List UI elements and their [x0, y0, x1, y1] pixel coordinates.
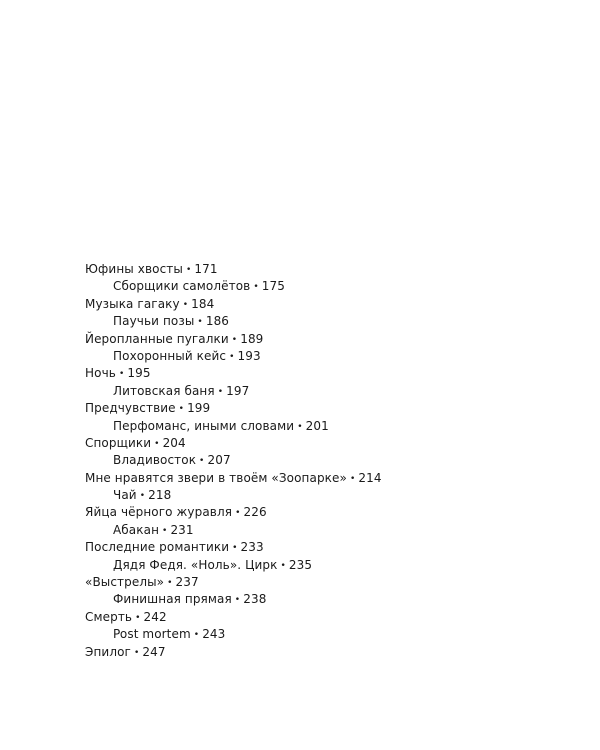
- toc-separator: •: [199, 456, 205, 467]
- toc-entry: [0, 418, 600, 435]
- toc-separator: •: [135, 612, 141, 623]
- toc-entry-page: 175: [261, 279, 285, 294]
- toc-separator: •: [349, 473, 356, 484]
- toc-separator: •: [118, 369, 125, 380]
- toc-entry-page: 226: [243, 505, 267, 520]
- toc-entry: [0, 539, 600, 556]
- toc-separator: •: [253, 282, 259, 293]
- toc-separator: •: [197, 317, 203, 328]
- toc-entry-title: Ночь: [85, 366, 116, 381]
- toc-entry-title: Владивосток: [113, 453, 197, 468]
- toc-entry-page: 247: [142, 644, 166, 659]
- toc-entry-page: 237: [175, 575, 199, 590]
- toc-entry-title: Абакан: [113, 522, 160, 537]
- toc-entry-page: 189: [240, 331, 264, 346]
- toc-entry-page: 235: [288, 557, 313, 572]
- toc-entry-page: 204: [162, 435, 186, 450]
- toc-separator: •: [229, 351, 235, 362]
- toc-entry-page: 195: [127, 366, 151, 381]
- toc-entry: [0, 331, 600, 348]
- toc-entry-title: Дядя Федя. «Ноль». Цирк: [113, 557, 278, 572]
- toc-entry-page: 243: [202, 627, 226, 642]
- toc-separator: •: [139, 491, 146, 502]
- toc-entry: [0, 261, 600, 278]
- toc-entry: [0, 348, 600, 365]
- toc-entry-title: Чай: [113, 488, 137, 503]
- toc-separator: •: [133, 647, 140, 658]
- toc-entry-title: Паучьи позы: [113, 314, 195, 329]
- toc-entry-page: 231: [170, 522, 194, 537]
- toc-entry-title: Спорщики: [85, 435, 152, 450]
- toc-entry: [0, 452, 600, 469]
- toc-entry: [0, 609, 600, 626]
- toc-entry-title: Йеропланные пугалки: [85, 331, 229, 346]
- toc-entry-page: 199: [187, 401, 211, 416]
- toc-entry-title: Литовская баня: [113, 383, 215, 398]
- toc-entry-title: Post mortem: [113, 627, 191, 642]
- toc-entry: [0, 400, 600, 417]
- toc-entry-title: Финишная прямая: [113, 592, 232, 607]
- toc-entry-page: 193: [237, 348, 261, 363]
- toc-entry: [0, 626, 600, 643]
- toc-entry: [0, 470, 600, 487]
- toc-entry: [0, 487, 600, 504]
- toc-entry: [0, 644, 600, 661]
- toc-entry-title: Перфоманс, иными словами: [113, 418, 295, 433]
- toc-entry-page: 201: [305, 418, 329, 433]
- toc-entry-page: 214: [358, 470, 382, 485]
- toc-entry-title: Юфины хвосты: [85, 262, 183, 276]
- toc-entry-title: «Выстрелы»: [85, 575, 165, 590]
- toc-entry-page: 218: [148, 488, 172, 503]
- toc-separator: •: [182, 299, 189, 310]
- toc-entry: [0, 574, 600, 591]
- toc-separator: •: [232, 543, 238, 554]
- toc-separator: •: [178, 404, 185, 415]
- toc-entry-title: Сборщики самолётов: [113, 279, 251, 294]
- toc-entry-title: Мне нравятся звери в твоём «Зоопарке»: [85, 470, 347, 485]
- toc-entry-page: 197: [226, 383, 250, 398]
- table-of-contents: [0, 261, 600, 661]
- toc-separator: •: [234, 595, 241, 606]
- toc-entry: [0, 504, 600, 521]
- toc-entry-title: Предчувствие: [85, 401, 176, 416]
- toc-entry-page: 184: [191, 296, 215, 311]
- toc-entry: [0, 383, 600, 400]
- toc-separator: •: [231, 334, 238, 345]
- toc-entry: [0, 435, 600, 452]
- toc-entry-title: Смерть: [85, 609, 133, 624]
- toc-entry: [0, 296, 600, 313]
- toc-separator: •: [280, 560, 286, 571]
- toc-separator: •: [167, 578, 173, 589]
- toc-entry: [0, 365, 600, 382]
- toc-entry: [0, 278, 600, 295]
- toc-entry: [0, 522, 600, 539]
- toc-entry-page: 171: [194, 262, 218, 276]
- toc-entry: [0, 557, 600, 574]
- toc-separator: •: [185, 265, 192, 275]
- toc-entry: [0, 591, 600, 608]
- toc-entry-title: Похоронный кейс: [113, 348, 227, 363]
- toc-separator: •: [193, 630, 200, 641]
- toc-entry-page: 233: [240, 540, 264, 555]
- toc-entry-title: Последние романтики: [85, 540, 230, 555]
- toc-entry: [0, 313, 600, 330]
- toc-entry-title: Яйца чёрного журавля: [85, 505, 233, 520]
- toc-separator: •: [154, 438, 160, 449]
- toc-separator: •: [297, 421, 303, 432]
- toc-entry-page: 238: [243, 592, 267, 607]
- toc-separator: •: [235, 508, 241, 519]
- toc-entry-page: 207: [207, 453, 231, 468]
- toc-separator: •: [217, 386, 224, 397]
- toc-entry-page: 186: [205, 314, 230, 329]
- toc-entry-page: 242: [143, 609, 167, 624]
- toc-entry-title: Музыка гагаку: [85, 296, 180, 311]
- toc-separator: •: [162, 525, 168, 536]
- toc-entry-title: Эпилог: [85, 644, 131, 659]
